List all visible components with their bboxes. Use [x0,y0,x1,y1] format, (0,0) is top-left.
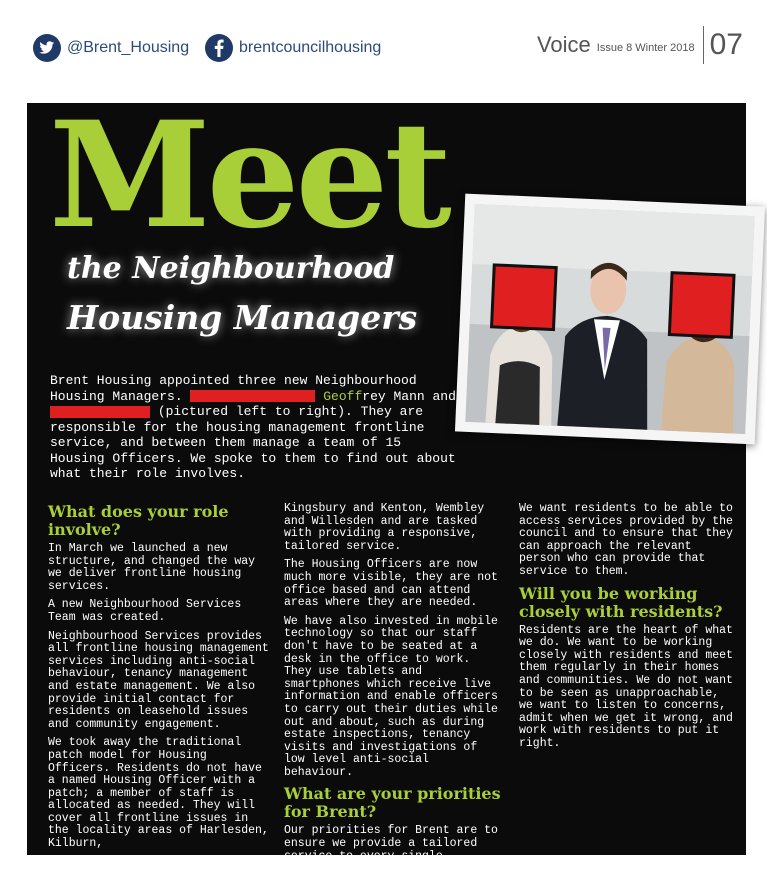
intro-text-2: rey Mann and [362,388,456,404]
managers-photo [455,194,765,445]
col2-para-2: The Housing Officers are now much more visible, they are not office based and can attend areas where they are needed. [284,558,498,610]
col1-para-2: A new Neighbourhood Services Team was created. [48,598,242,624]
col2-para-3: We have also invested in mobile technology so that our staff don't have to be seated at a desk in the office to work. They use tablets and smartphones which receive live information and enable officers to carry out their duties while out and about, such as during estate inspections, tenancy visits and investigations of low level anti-social behaviour. [284,614,498,779]
twitter-icon [33,34,61,62]
redacted-name-1 [190,390,315,402]
col2-para-4: Our priorities for Brent are to ensure we provide a tailored service to every single resident. [284,824,498,876]
face-redaction-right [669,273,734,338]
column-1 [48,503,273,857]
magazine-name: Voice [536,32,591,57]
twitter-link[interactable] [33,34,189,62]
col1-para-3: Neighbourhood Services provides all frontline housing management services including anti-social behaviour, tenancy management and estate management. We also provide initial contact for residents on leasehold issues and community engagement. [48,629,269,731]
col1-para-1: In March we launched a new structure, and changed the way we deliver frontline housing services. [48,542,256,593]
col1-para-4: We took away the traditional patch model for Housing Officers. Residents do not have a named Housing Officer with a patch; a member of staff is allocated as needed. They will cover all frontline issues in the locality areas of Harlesden, Kilburn, [48,736,269,851]
twitter-handle: @Brent_Housing [67,39,190,56]
issue-label: Issue 8 Winter 2018 [596,42,695,54]
intro-text-3: (pictured left to right). They are responsible for the housing management frontline service, and between them manage a team of 15 Housing Officers. We spoke to them to find out about what their role involves. [50,404,456,481]
heading-priorities: What are your priorities for Brent? [284,784,501,822]
intro-name-highlight: Geoff [323,388,363,404]
facebook-link[interactable] [205,34,381,62]
page-header [0,0,767,100]
hero-subtitle-line2: Housing Managers [67,298,418,337]
redacted-name-2 [50,406,150,418]
article-panel [27,90,746,876]
column-2 [284,503,504,882]
face-redaction-left [492,265,557,330]
heading-residents: Will you be working closely with residents? [519,583,723,621]
photo-image [465,204,754,434]
masthead-divider [703,26,704,64]
intro-text-1: Brent Housing appointed three new Neighbourhood Housing Managers. [50,373,417,404]
facebook-icon [205,34,233,62]
hero-subtitle-line1: the Neighbourhood [67,251,395,286]
facebook-handle: brentcouncilhousing [239,39,382,56]
page-number: 07 [709,28,743,61]
masthead [537,26,743,64]
intro-paragraph [50,373,460,482]
col3-para-2: Residents are the heart of what we do. We want to be working closely with residents and meet them regularly in their homes and communities. We do not want to be seen as unapproachable, we want to listen to concerns, admit when we get it wrong, and work with residents to put it right. [519,623,733,750]
col3-para-1: We want residents to be able to access services provided by the council and to ensure that they can approach the relevant person who can provide that service to them. [519,502,733,578]
hero-title: Meet [49,90,448,261]
heading-role: What does your role involve? [48,502,229,539]
col2-para-1: Kingsbury and Kenton, Wembley and Willesden and are tasked with providing a responsive, tailored service. [284,502,485,553]
column-3 [519,503,739,757]
